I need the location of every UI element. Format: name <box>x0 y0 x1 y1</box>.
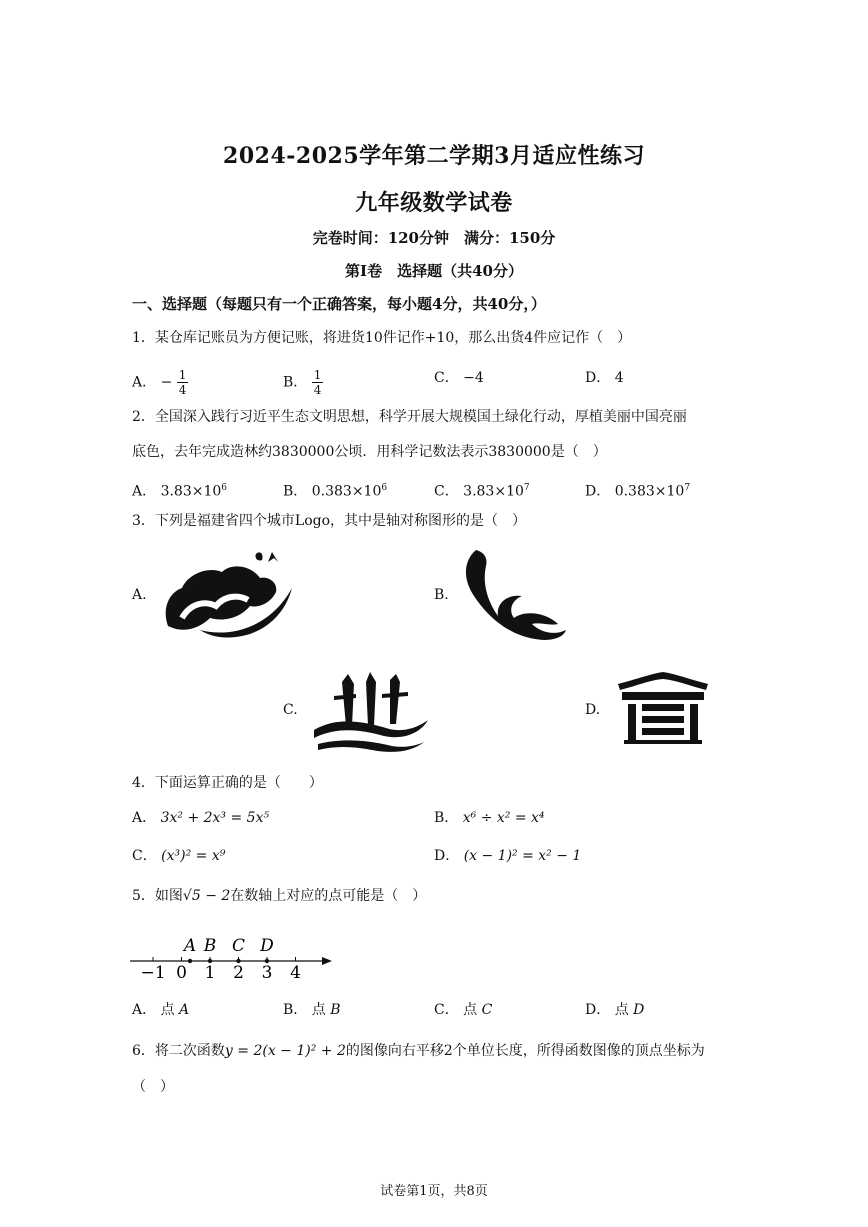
option-base: 0.383×10 <box>311 483 382 500</box>
option-text: 点 <box>160 1002 175 1018</box>
fraction <box>312 368 324 397</box>
option-variable: A <box>179 1002 190 1018</box>
option-label: C． <box>434 1002 459 1018</box>
axis-tick-label: 3 <box>261 963 273 982</box>
stem-prefix: 5．如图 <box>132 888 183 904</box>
point-label: A <box>183 936 197 956</box>
option-label: D． <box>585 1002 611 1018</box>
q1-option-a <box>132 368 188 397</box>
numerator: 1 <box>178 368 187 382</box>
point-label: C <box>231 936 246 956</box>
q5-option-a <box>132 1000 189 1020</box>
option-variable: D <box>633 1002 645 1018</box>
logo-c-image <box>312 668 430 756</box>
option-label: D． <box>585 483 611 500</box>
option-value: −4 <box>463 370 484 386</box>
q3-option-d-label: D. <box>585 702 601 718</box>
option-exponent: 7 <box>523 483 530 493</box>
option-variable: B <box>330 1002 341 1018</box>
point-label-group <box>182 936 274 956</box>
logo-a-image <box>160 548 300 643</box>
arrow-head-icon <box>322 957 332 965</box>
option-label: B． <box>283 1002 308 1018</box>
part-heading: 第Ⅰ卷 选择题（共40分） <box>345 262 523 280</box>
option-label: C． <box>132 848 157 864</box>
axis-tick-label: −1 <box>140 963 166 982</box>
axis-tick-label: 1 <box>204 963 216 982</box>
question-2-stem-line1: 2．全国深入践行习近平生态文明思想，科学开展大规模国土绿化行动，厚植美丽中国亮丽 <box>132 409 687 425</box>
q4-option-c <box>132 846 225 866</box>
option-base: 3.83×10 <box>160 483 222 500</box>
stem-expression: √5 − 2 <box>182 888 231 904</box>
stem-prefix: 6．将二次函数 <box>132 1043 225 1059</box>
q2-option-d <box>585 478 690 502</box>
axis-tick-label: 4 <box>290 963 301 982</box>
option-label: A． <box>132 374 157 391</box>
q5-option-d <box>585 1000 644 1020</box>
q5-option-c <box>434 1000 492 1020</box>
q3-option-a-label: A. <box>132 587 147 603</box>
exam-subtitle: 九年级数学试卷 <box>355 190 513 216</box>
q3-option-c-label: C. <box>283 702 298 718</box>
question-1-stem: 1．某仓库记账员为方便记账，将进货10件记作+10，那么出货4件应记作（ ） <box>132 330 632 346</box>
point-marker <box>208 959 212 963</box>
q1-option-c <box>434 368 484 388</box>
option-text: 点 <box>311 1002 326 1018</box>
option-exponent: 6 <box>221 483 228 493</box>
stem-suffix: 在数轴上对应的点可能是（ ） <box>230 888 427 904</box>
point-marker <box>188 959 192 963</box>
stem-suffix: 的图像向右平移2个单位长度，所得函数图像的顶点坐标为 <box>345 1043 705 1059</box>
point-marker <box>236 959 240 963</box>
option-label: D． <box>434 848 460 864</box>
exam-title: 2024-2025学年第二学期3月适应性练习 <box>223 143 645 169</box>
section-heading: 一、选择题（每题只有一个正确答案，每小题4分，共40分，） <box>132 295 546 313</box>
option-label: B． <box>434 810 459 826</box>
question-3-stem: 3．下列是福建省四个城市Logo，其中是轴对称图形的是（ ） <box>132 513 527 529</box>
denominator: 4 <box>178 383 187 397</box>
option-text: 点 <box>463 1002 478 1018</box>
exam-info: 完卷时间：120分钟 满分：150分 <box>312 229 556 247</box>
q3-option-b-label: B. <box>434 587 449 603</box>
numerator: 1 <box>313 368 322 382</box>
denominator: 4 <box>313 383 322 397</box>
option-expression: (x³)² = x⁹ <box>161 848 226 864</box>
q1-option-d <box>585 368 624 388</box>
axis-tick-label: 0 <box>176 963 187 982</box>
question-6-stem-line2: （ ） <box>132 1079 174 1095</box>
stem-expression: y = 2(x − 1)² + 2 <box>224 1043 346 1059</box>
q2-option-a <box>132 478 227 502</box>
fraction <box>177 368 189 397</box>
question-4-stem: 4．下面运算正确的是（ ） <box>132 775 323 791</box>
point-label: B <box>203 936 217 956</box>
point-marker <box>265 959 269 963</box>
q4-option-d <box>434 846 581 866</box>
option-expression: 3x² + 2x³ = 5x⁵ <box>160 810 270 826</box>
q4-option-a <box>132 808 269 828</box>
option-label: D． <box>585 370 611 386</box>
option-label: B． <box>283 374 308 391</box>
option-label: A． <box>132 810 157 826</box>
option-exponent: 7 <box>684 483 691 493</box>
point-label: D <box>260 936 274 956</box>
option-exponent: 6 <box>381 483 388 493</box>
option-base: 3.83×10 <box>463 483 524 500</box>
page-footer: 试卷第1页，共8页 <box>380 1184 488 1199</box>
logo-d-image <box>614 670 712 744</box>
q2-option-b <box>283 478 387 502</box>
q4-option-b <box>434 808 545 828</box>
q1-option-b <box>283 368 323 397</box>
option-base: 0.383×10 <box>614 483 685 500</box>
question-5-stem <box>132 886 426 906</box>
option-label: C． <box>434 483 459 500</box>
minus-sign: − <box>160 374 173 391</box>
option-expression: x⁶ ÷ x² = x⁴ <box>462 810 545 826</box>
option-label: C． <box>434 370 459 386</box>
question-6-stem <box>132 1041 705 1061</box>
q2-option-c <box>434 478 530 502</box>
option-label: A． <box>132 1002 157 1018</box>
option-label: B． <box>283 483 308 500</box>
axis-tick-label: 2 <box>233 963 244 982</box>
option-variable: C <box>481 1002 493 1018</box>
tick-label-group <box>140 963 300 982</box>
option-expression: (x − 1)² = x² − 1 <box>463 848 582 864</box>
option-text: 点 <box>614 1002 629 1018</box>
number-line-figure <box>128 928 338 982</box>
logo-b-image <box>458 544 568 644</box>
question-2-stem-line2: 底色，去年完成造林约3830000公顷．用科学记数法表示3830000是（ ） <box>132 444 607 460</box>
q5-option-b <box>283 1000 341 1020</box>
option-label: A． <box>132 483 157 500</box>
option-value: 4 <box>614 370 624 386</box>
